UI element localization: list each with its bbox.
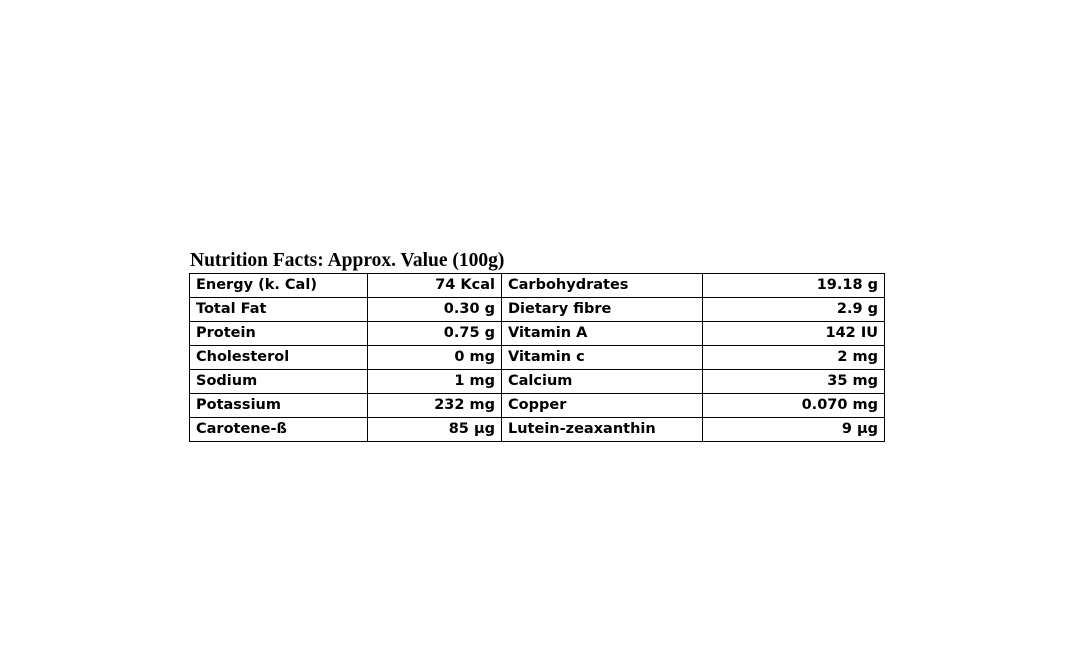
nutrient-value: 0.30 g — [368, 298, 502, 322]
nutrient-name: Vitamin A — [502, 322, 703, 346]
table-row — [190, 394, 885, 418]
nutrient-value: 0.070 mg — [703, 394, 885, 418]
nutrient-value: 74 Kcal — [368, 274, 502, 298]
table-row — [190, 274, 885, 298]
nutrient-value: 2 mg — [703, 346, 885, 370]
nutrition-facts-title: Nutrition Facts: Approx. Value (100g) — [190, 250, 505, 271]
nutrient-name: Potassium — [190, 394, 368, 418]
table-row — [190, 418, 885, 442]
table-row — [190, 298, 885, 322]
nutrition-facts-panel — [189, 249, 885, 442]
nutrient-value: 9 µg — [703, 418, 885, 442]
nutrient-name: Calcium — [502, 370, 703, 394]
nutrient-value: 0 mg — [368, 346, 502, 370]
nutrient-name: Sodium — [190, 370, 368, 394]
nutrient-name: Energy (k. Cal) — [190, 274, 368, 298]
nutrient-value: 35 mg — [703, 370, 885, 394]
nutrient-name: Total Fat — [190, 298, 368, 322]
nutrient-value: 2.9 g — [703, 298, 885, 322]
nutrient-name: Vitamin c — [502, 346, 703, 370]
nutrient-name: Copper — [502, 394, 703, 418]
nutrition-table — [189, 273, 885, 442]
nutrient-name: Carotene-ß — [190, 418, 368, 442]
nutrient-name: Dietary fibre — [502, 298, 703, 322]
table-row — [190, 370, 885, 394]
nutrient-value: 85 µg — [368, 418, 502, 442]
nutrient-name: Cholesterol — [190, 346, 368, 370]
nutrient-name: Carbohydrates — [502, 274, 703, 298]
nutrient-name: Lutein-zeaxanthin — [502, 418, 703, 442]
nutrient-name: Protein — [190, 322, 368, 346]
nutrient-value: 142 IU — [703, 322, 885, 346]
table-row — [190, 322, 885, 346]
nutrient-value: 0.75 g — [368, 322, 502, 346]
nutrient-value: 232 mg — [368, 394, 502, 418]
nutrient-value: 19.18 g — [703, 274, 885, 298]
nutrient-value: 1 mg — [368, 370, 502, 394]
table-row — [190, 346, 885, 370]
